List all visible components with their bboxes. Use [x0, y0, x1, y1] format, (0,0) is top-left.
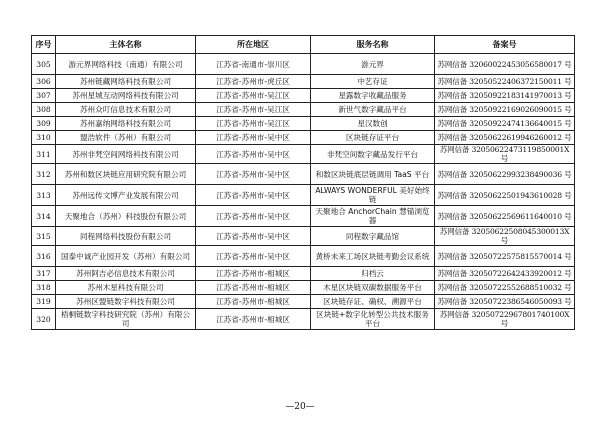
cell-record-number: 苏网信备 32050622501943610028 号	[435, 185, 575, 206]
cell-entity-name: 盟浩软件（苏州）有限公司	[56, 131, 196, 145]
cell-record-number: 苏网信备 32060022453056580017 号	[435, 54, 575, 75]
table-row	[32, 103, 575, 117]
cell-service-name: 木星区块链双碳数据服务平台	[311, 281, 435, 295]
cell-serial: 311	[32, 145, 56, 164]
cell-serial: 314	[32, 206, 56, 227]
cell-region: 江苏省-苏州市-相城区	[196, 309, 311, 330]
cell-region: 江苏省-苏州市-吴中区	[196, 131, 311, 145]
cell-region: 江苏省-南通市-崇川区	[196, 54, 311, 75]
header-row	[32, 36, 575, 54]
cell-service-name: 非梵空间数字藏品发行平台	[311, 145, 435, 164]
cell-entity-name: 梧桐链数字科技研究院（苏州）有限公司	[56, 309, 196, 330]
table-row	[32, 267, 575, 281]
header-serial: 序号	[32, 36, 56, 54]
cell-entity-name: 苏州木星科技有限公司	[56, 281, 196, 295]
table-row	[32, 281, 575, 295]
cell-region: 江苏省-苏州市-吴江区	[196, 117, 311, 131]
header-entity-name: 主体名称	[56, 36, 196, 54]
cell-region: 江苏省-苏州市-吴中区	[196, 164, 311, 185]
cell-serial: 309	[32, 117, 56, 131]
cell-entity-name: 苏州阿吉必信息技术有限公司	[56, 267, 196, 281]
cell-region: 江苏省-苏州市-相城区	[196, 267, 311, 281]
cell-serial: 312	[32, 164, 56, 185]
cell-region: 江苏省-苏州市-吴江区	[196, 103, 311, 117]
header-record-number: 备案号	[435, 36, 575, 54]
cell-service-name: 新世气数字藏品平台	[311, 103, 435, 117]
cell-record-number: 苏网信备 32050622619946260012 号	[435, 131, 575, 145]
header-region: 所在地区	[196, 36, 311, 54]
table-row	[32, 75, 575, 89]
table-row	[32, 295, 575, 309]
cell-entity-name: 苏州众叮信息技术有限公司	[56, 103, 196, 117]
cell-entity-name: 苏州远传文博产业发展有限公司	[56, 185, 196, 206]
header-service-name: 服务名称	[311, 36, 435, 54]
cell-region: 江苏省-苏州市-吴中区	[196, 246, 311, 267]
cell-entity-name: 苏州链藏网络科技有限公司	[56, 75, 196, 89]
table-row	[32, 246, 575, 267]
page-number: —20—	[285, 402, 315, 412]
cell-record-number: 苏网信备 32050922474136640015 号	[435, 117, 575, 131]
table-row	[32, 89, 575, 103]
cell-record-number: 苏网信备 32050622569611640010 号	[435, 206, 575, 227]
table-row	[32, 145, 575, 164]
cell-entity-name: 苏州非梵空间网络科技有限公司	[56, 145, 196, 164]
cell-record-number: 苏网信备 32050722642433920012 号	[435, 267, 575, 281]
cell-record-number: 苏网信备 32050722967801740100X 号	[435, 309, 575, 330]
cell-service-name: 区块链存证、确权、溯源平台	[311, 295, 435, 309]
cell-entity-name: 国泰中诚产业园开发（苏州）有限公司	[56, 246, 196, 267]
cell-record-number: 苏网信备 32050922183141970013 号	[435, 89, 575, 103]
cell-service-name: 中艺存证	[311, 75, 435, 89]
cell-serial: 316	[32, 246, 56, 267]
cell-entity-name: 苏州星城互动网络科技有限公司	[56, 89, 196, 103]
cell-entity-name: 天聚地合（苏州）科技股份有限公司	[56, 206, 196, 227]
table-row	[32, 131, 575, 145]
cell-service-name: 游元界	[311, 54, 435, 75]
table-row	[32, 54, 575, 75]
cell-serial: 313	[32, 185, 56, 206]
cell-region: 江苏省-苏州市-吴中区	[196, 145, 311, 164]
cell-entity-name: 苏州和数区块链应用研究院有限公司	[56, 164, 196, 185]
cell-region: 江苏省-苏州市-相城区	[196, 281, 311, 295]
cell-record-number: 苏网信备 32050722575815570014 号	[435, 246, 575, 267]
cell-serial: 320	[32, 309, 56, 330]
cell-service-name: 和数区块链底层链调用 TaaS 平台	[311, 164, 435, 185]
table-row	[32, 227, 575, 246]
table-row	[32, 117, 575, 131]
cell-record-number: 苏网信备 32050922169026090015 号	[435, 103, 575, 117]
cell-region: 江苏省-苏州市-虎丘区	[196, 75, 311, 89]
cell-service-name: ALWAYS WONDERFUL 美好始终链	[311, 185, 435, 206]
cell-region: 江苏省-苏州市-吴中区	[196, 227, 311, 246]
cell-serial: 315	[32, 227, 56, 246]
cell-region: 江苏省-苏州市-吴中区	[196, 206, 311, 227]
table-row	[32, 164, 575, 185]
cell-record-number: 苏网信备 32050522406372150011 号	[435, 75, 575, 89]
cell-record-number: 苏网信备 32050722552688510032 号	[435, 281, 575, 295]
cell-entity-name: 游元界网络科技（南通）有限公司	[56, 54, 196, 75]
cell-serial: 308	[32, 103, 56, 117]
cell-serial: 306	[32, 75, 56, 89]
cell-record-number: 苏网信备 32050622993238490036 号	[435, 164, 575, 185]
cell-record-number: 苏网信备 32050622508045300013X 号	[435, 227, 575, 246]
table-row	[32, 309, 575, 330]
registry-table	[31, 35, 575, 330]
cell-serial: 318	[32, 281, 56, 295]
cell-service-name: 区块链+数字化转型公共技术服务平台	[311, 309, 435, 330]
table-row	[32, 185, 575, 206]
cell-service-name: 黄桥未来工场区块链考勤会议系统	[311, 246, 435, 267]
cell-serial: 310	[32, 131, 56, 145]
cell-service-name: 区块链存证平台	[311, 131, 435, 145]
table-row	[32, 206, 575, 227]
cell-entity-name: 苏州嘉纳网络科技有限公司	[56, 117, 196, 131]
cell-region: 江苏省-苏州市-吴江区	[196, 89, 311, 103]
cell-entity-name: 同程网络科技股份有限公司	[56, 227, 196, 246]
cell-region: 江苏省-苏州市-相城区	[196, 295, 311, 309]
cell-service-name: 归档云	[311, 267, 435, 281]
cell-service-name: 星汉数创	[311, 117, 435, 131]
cell-serial: 319	[32, 295, 56, 309]
cell-entity-name: 苏州区盟链数字科技有限公司	[56, 295, 196, 309]
cell-service-name: 星露数字收藏品服务	[311, 89, 435, 103]
table-body	[32, 54, 575, 330]
cell-region: 江苏省-苏州市-吴中区	[196, 185, 311, 206]
cell-serial: 305	[32, 54, 56, 75]
cell-record-number: 苏网信备 32050622473119850001X 号	[435, 145, 575, 164]
cell-service-name: 天聚地合 AnchorChain 慧锚浏览器	[311, 206, 435, 227]
cell-record-number: 苏网信备 32050722386546050093 号	[435, 295, 575, 309]
cell-service-name: 同程数字藏品馆	[311, 227, 435, 246]
cell-serial: 317	[32, 267, 56, 281]
cell-serial: 307	[32, 89, 56, 103]
